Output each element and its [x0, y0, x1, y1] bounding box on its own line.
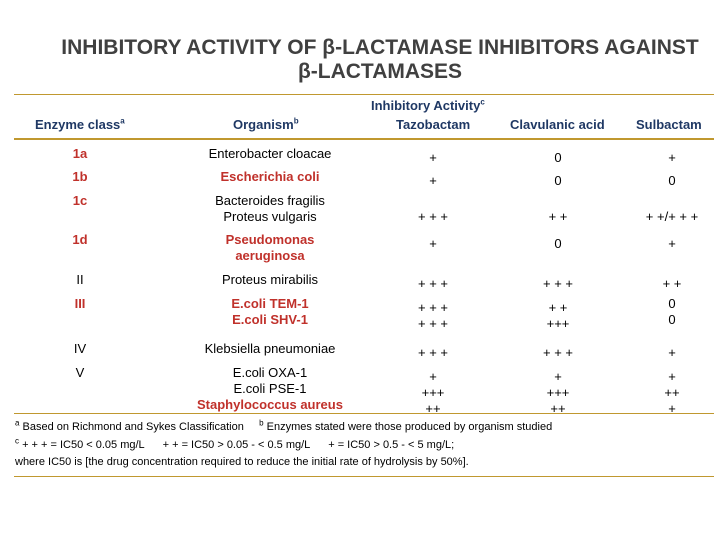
sul-value-cell: + — [668, 369, 676, 384]
taz-value-cell: + — [429, 369, 437, 384]
sul-value-cell: 0 — [668, 312, 676, 327]
organism-cell: Enterobacter cloacae — [208, 146, 332, 161]
sul-value-cell: + — [668, 150, 676, 165]
taz-value-cell: + — [429, 173, 437, 188]
organism-cell: aeruginosa — [235, 248, 305, 263]
bottom-rule — [14, 476, 714, 477]
sul-value-cell: + — [668, 236, 676, 251]
sul-value-cell: + — [668, 345, 676, 360]
enzyme-class-cell: 1c — [72, 193, 88, 208]
footnote-ic50: where IC50 is [the drug concentration required to reduce the initial rate of hydrolysis by 50%]. — [15, 456, 469, 468]
clav-value-cell: + + — [548, 209, 568, 224]
enzyme-class-cell: 1a — [72, 146, 88, 161]
clavulanic-acid-header: Clavulanic acid — [510, 117, 605, 132]
header-rule — [14, 138, 714, 140]
organism-cell: Klebsiella pneumoniae — [204, 341, 336, 356]
clav-value-cell: 0 — [554, 173, 562, 188]
taz-value-cell: + — [429, 236, 437, 251]
clav-value-cell: + + — [548, 300, 568, 315]
page-title — [40, 36, 720, 84]
organism-cell: E.coli TEM-1 — [231, 296, 309, 311]
taz-value-cell: + + + — [418, 345, 448, 360]
tazobactam-header: Tazobactam — [396, 117, 471, 132]
enzyme-class-header: Enzyme class$^a$ — [35, 116, 125, 132]
clav-value-cell: 0 — [554, 236, 562, 251]
clav-value-cell: + — [554, 369, 562, 384]
enzyme-class-cell: IV — [73, 341, 87, 356]
organism-cell: E.coli OXA-1 — [232, 365, 308, 380]
clav-value-cell: + + + — [543, 276, 573, 291]
taz-value-cell: + + + — [418, 316, 448, 331]
clav-value-cell: +++ — [546, 385, 570, 400]
sulbactam-header: Sulbactam — [636, 117, 702, 132]
organism-cell: Pseudomonas — [225, 232, 315, 247]
clav-value-cell: ++ — [550, 401, 566, 416]
inhibitory-activity-header: Inhibitory Activity$^c$ — [371, 97, 485, 113]
taz-value-cell: + + + — [418, 276, 448, 291]
sul-value-cell: + + — [662, 276, 682, 291]
organism-cell: Bacteroides fragilis — [215, 193, 325, 208]
sul-value-cell: 0 — [668, 173, 676, 188]
organism-cell: Proteus vulgaris — [223, 209, 317, 224]
organism-cell: Proteus mirabilis — [221, 272, 319, 287]
sul-value-cell: + +/+ + + — [645, 209, 699, 224]
organism-cell: E.coli SHV-1 — [232, 312, 308, 327]
taz-value-cell: + + + — [418, 209, 448, 224]
clav-value-cell: + + + — [543, 345, 573, 360]
organism-cell: Staphylococcus aureus — [197, 397, 343, 412]
footnote-c: $^c$ + + + = IC50 < 0.05 mg/L + + = IC50 > 0.05 - < 0.5 mg/L + = IC50 > 0.5 - < 5 mg/L; — [15, 436, 455, 451]
sul-value-cell: ++ — [664, 385, 680, 400]
organism-header: Organism$^b$ — [233, 116, 299, 132]
clav-value-cell: +++ — [546, 316, 570, 331]
organism-cell: Escherichia coli — [220, 169, 320, 184]
taz-value-cell: ++ — [425, 401, 441, 416]
footnote-a-b: $^a$ Based on Richmond and Sykes Classification $^b$ Enzymes stated were those produced by organism studied — [15, 418, 553, 433]
top-rule — [14, 94, 714, 95]
enzyme-class-cell: 1b — [72, 169, 88, 184]
enzyme-class-cell: V — [75, 365, 85, 380]
organism-cell: E.coli PSE-1 — [233, 381, 307, 396]
sul-value-cell: 0 — [668, 296, 676, 311]
enzyme-class-cell: II — [76, 272, 84, 287]
taz-value-cell: + + + — [418, 300, 448, 315]
table-bottom-rule — [14, 413, 714, 414]
taz-value-cell: +++ — [421, 385, 445, 400]
title-line-2: β-LACTAMASES — [297, 60, 463, 83]
sul-value-cell: + — [668, 401, 676, 416]
enzyme-class-cell: III — [74, 296, 86, 311]
enzyme-class-cell: 1d — [72, 232, 88, 247]
clav-value-cell: 0 — [554, 150, 562, 165]
taz-value-cell: + — [429, 150, 437, 165]
title-line-1: INHIBITORY ACTIVITY OF β-LACTAMASE INHIBITORS AGAINST — [61, 36, 699, 59]
